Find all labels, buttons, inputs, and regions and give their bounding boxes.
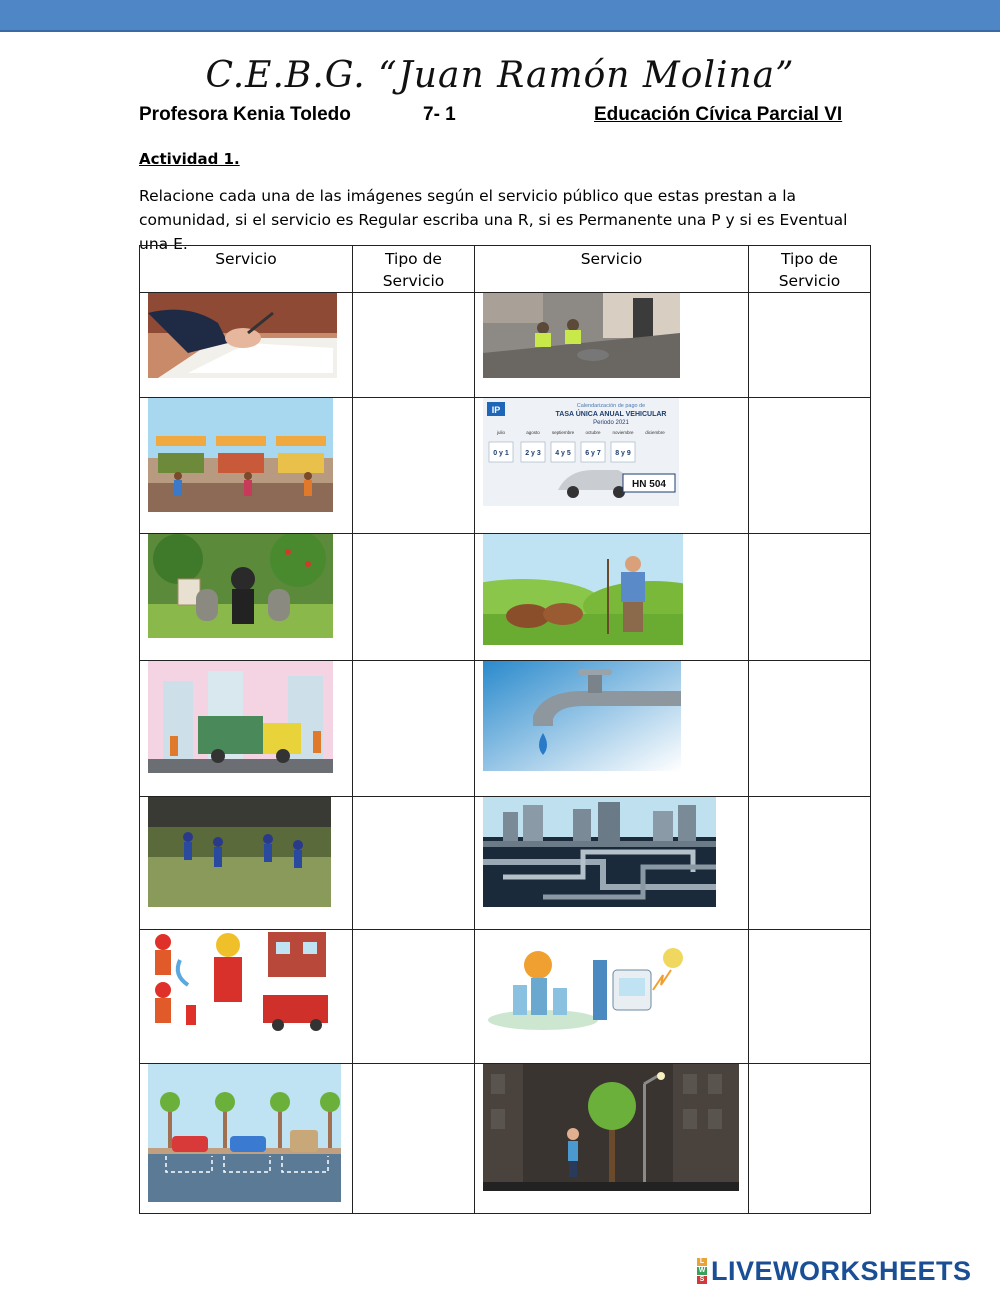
activity-instructions: Relacione cada una de las imágenes según el servicio público que estas prestan a la comunidad, si el servicio es Regular escriba una R, si es Permanente una P y si es Eventual una E. bbox=[139, 187, 848, 253]
table-row bbox=[140, 661, 871, 797]
school-title: C.E.B.G. “Juan Ramón Molina” bbox=[205, 55, 795, 96]
water-faucet-image bbox=[483, 661, 681, 771]
service-image-cell bbox=[475, 661, 749, 797]
ad-month: julio bbox=[496, 430, 506, 435]
service-type-answer[interactable] bbox=[749, 661, 871, 797]
market-image bbox=[148, 398, 333, 512]
logo-blocks-icon bbox=[697, 1258, 707, 1284]
ad-digit: 2 y 3 bbox=[525, 450, 541, 457]
service-image-cell bbox=[140, 930, 353, 1064]
service-type-answer[interactable] bbox=[353, 293, 475, 398]
teacher-name: Profesora Kenia Toledo bbox=[139, 104, 351, 125]
service-type-answer[interactable] bbox=[353, 797, 475, 930]
garbage-truck-image bbox=[148, 661, 333, 773]
street-lamp-image bbox=[483, 1064, 739, 1191]
ad-month: diciembre bbox=[645, 430, 665, 435]
logo-text: LIVEWORKSHEETS bbox=[711, 1255, 972, 1286]
service-image-cell bbox=[140, 398, 353, 534]
table-row bbox=[140, 293, 871, 398]
top-bar bbox=[0, 0, 1000, 32]
underground-pipes-image bbox=[483, 797, 716, 907]
header-type-1: Tipo de Servicio bbox=[353, 246, 475, 293]
table-row bbox=[140, 1064, 871, 1214]
table-row bbox=[140, 534, 871, 661]
service-image-cell bbox=[140, 661, 353, 797]
ad-plate: HN 504 bbox=[632, 479, 666, 490]
ad-month: octubre bbox=[585, 430, 601, 435]
service-image-cell bbox=[140, 293, 353, 398]
ad-digit: 0 y 1 bbox=[493, 450, 509, 457]
liveworksheets-logo bbox=[697, 1256, 972, 1286]
street-repair-image bbox=[483, 293, 680, 378]
logo-letter: L bbox=[697, 1258, 707, 1266]
service-image-cell bbox=[475, 930, 749, 1064]
ad-calendar-title: Calendarización de pago de bbox=[576, 403, 646, 409]
service-type-answer[interactable] bbox=[749, 293, 871, 398]
logo-letter: S bbox=[697, 1276, 707, 1284]
service-image-cell bbox=[140, 797, 353, 930]
ad-digit: 6 y 7 bbox=[585, 450, 601, 457]
document-signing-image bbox=[148, 293, 337, 378]
service-image-cell bbox=[475, 797, 749, 930]
header-service-2: Servicio bbox=[475, 246, 749, 293]
ad-month: agosto bbox=[526, 430, 540, 435]
electricity-image bbox=[483, 930, 711, 1040]
logo-letter: W bbox=[698, 1267, 706, 1274]
service-type-answer[interactable] bbox=[749, 797, 871, 930]
service-image-cell bbox=[140, 1064, 353, 1214]
service-image-cell bbox=[475, 293, 749, 398]
ad-calendar-subtitle: TASA ÚNICA ANUAL VEHICULAR bbox=[555, 411, 667, 418]
service-type-answer[interactable] bbox=[749, 1064, 871, 1214]
subject-label: Educación Cívica Parcial VI bbox=[594, 104, 843, 125]
service-type-answer[interactable] bbox=[749, 930, 871, 1064]
ad-digit: 8 y 9 bbox=[615, 450, 631, 457]
service-type-answer[interactable] bbox=[353, 930, 475, 1064]
firefighters-image bbox=[148, 930, 333, 1036]
service-image-cell bbox=[475, 1064, 749, 1214]
service-type-answer[interactable] bbox=[353, 534, 475, 661]
service-type-answer[interactable] bbox=[353, 1064, 475, 1214]
ip-logo: IP bbox=[491, 405, 501, 415]
service-type-answer[interactable] bbox=[749, 398, 871, 534]
service-image-cell bbox=[475, 534, 749, 661]
service-type-answer[interactable] bbox=[749, 534, 871, 661]
services-table bbox=[139, 245, 871, 1214]
table-header-row bbox=[140, 246, 871, 293]
farmer-image bbox=[483, 534, 683, 645]
service-type-answer[interactable] bbox=[353, 661, 475, 797]
community-cleanup-image bbox=[148, 797, 331, 907]
grade-label: 7- 1 bbox=[423, 104, 456, 125]
service-type-answer[interactable] bbox=[353, 398, 475, 534]
table-row bbox=[140, 930, 871, 1064]
cemetery-image bbox=[148, 534, 333, 638]
header-service-1: Servicio bbox=[140, 246, 353, 293]
parking-lot-image bbox=[148, 1064, 341, 1202]
activity-title: Actividad 1. bbox=[139, 150, 240, 168]
table-row bbox=[140, 398, 871, 534]
ad-digit: 4 y 5 bbox=[555, 450, 571, 457]
vehicle-tax-ad-image bbox=[483, 398, 679, 506]
ad-month: noviembre bbox=[612, 430, 634, 435]
ad-month: septiembre bbox=[551, 430, 575, 435]
ad-period: Periodo 2021 bbox=[593, 420, 629, 426]
service-image-cell bbox=[475, 398, 749, 534]
table-row bbox=[140, 797, 871, 930]
service-image-cell bbox=[140, 534, 353, 661]
header-type-2: Tipo de Servicio bbox=[749, 246, 871, 293]
